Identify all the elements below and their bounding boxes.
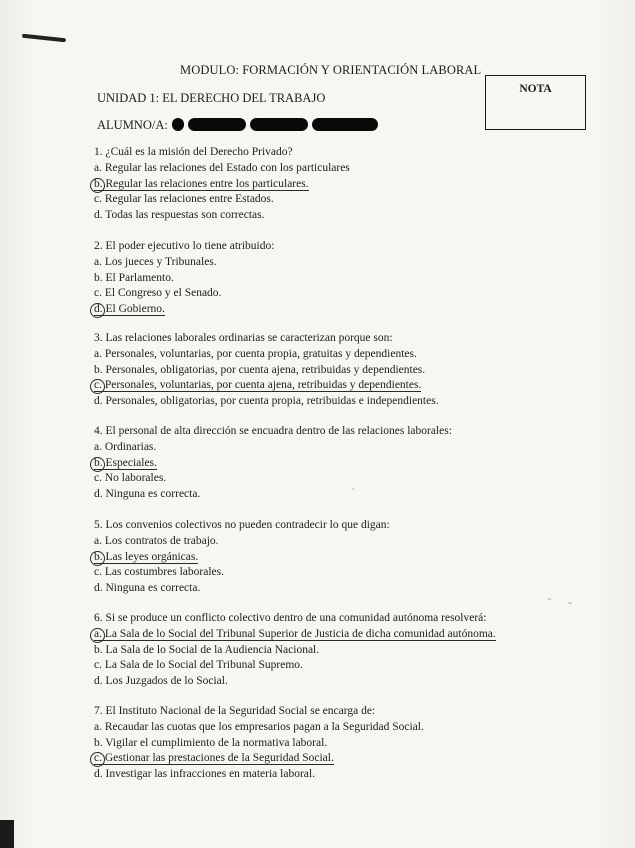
answer-option (94, 255, 534, 271)
circled-answer-mark (90, 752, 105, 767)
answer-option-text: c. Gestionar las prestaciones de la Seguridad Social. (94, 752, 334, 765)
answer-option (94, 550, 534, 566)
question-6 (94, 611, 534, 689)
answer-option (94, 736, 534, 752)
answer-option (94, 271, 534, 287)
answer-option (94, 378, 534, 394)
question-text: 7. El Instituto Nacional de la Seguridad Social se encarga de: (94, 705, 376, 717)
grade-label: NOTA (519, 83, 552, 95)
question-text: 5. Los convenios colectivos no pueden contradecir lo que digan: (94, 519, 390, 531)
answer-option-text: b. El Parlamento. (94, 271, 174, 284)
answer-option (94, 440, 534, 456)
answer-option-text: a. Los jueces y Tribunales. (94, 256, 217, 269)
student-label: ALUMNO/A: (97, 118, 168, 132)
circled-answer-mark (90, 457, 105, 472)
scan-speck (568, 602, 572, 604)
answer-option-text: b. Regular las relaciones entre los particulares. (94, 177, 309, 190)
circled-answer-mark (90, 178, 105, 193)
answer-option (94, 471, 534, 487)
module-title: MODULO: FORMACIÓN Y ORIENTACIÓN LABORAL (180, 63, 482, 77)
answer-option-text: c. Personales, voluntarias, por cuenta ajena, retribuidas y dependientes. (94, 379, 422, 392)
answer-option (94, 208, 534, 224)
question-4 (94, 424, 534, 502)
redacted-student-name (172, 116, 378, 132)
answer-option (94, 720, 534, 736)
answer-option-text: a. Personales, voluntarias, por cuenta propia, gratuitas y dependientes. (94, 348, 417, 361)
answer-option-text: c. Regular las relaciones entre Estados. (94, 193, 274, 206)
scan-speck (352, 488, 354, 490)
answer-option-text: a. La Sala de lo Social del Tribunal Superior de Justicia de dicha comunidad autónoma. (94, 628, 496, 641)
answer-option-text: d. Todas las respuestas son correctas. (94, 208, 265, 221)
answer-option (94, 658, 534, 674)
answer-option (94, 674, 534, 690)
question-text: 3. Las relaciones laborales ordinarias se caracterizan porque son: (94, 332, 393, 344)
answer-option (94, 286, 534, 302)
answer-option (94, 394, 534, 410)
answer-option-text: d. Ninguna es correcta. (94, 487, 201, 500)
question-7 (94, 704, 534, 782)
answer-option (94, 177, 534, 193)
unit-title: UNIDAD 1: EL DERECHO DEL TRABAJO (97, 91, 326, 105)
question-3 (94, 331, 534, 409)
answer-option-text: d. Investigar las infracciones en materia laboral. (94, 767, 315, 780)
answer-option-text: c. La Sala de lo Social del Tribunal Supremo. (94, 659, 303, 672)
answer-option (94, 487, 534, 503)
circled-answer-mark (90, 551, 105, 566)
answer-option (94, 534, 534, 550)
question-text: 2. El poder ejecutivo lo tiene atribuido: (94, 240, 275, 252)
answer-option-text: d. Personales, obligatorias, por cuenta propia, retribuidas e independientes. (94, 394, 439, 407)
answer-option-text: a. Ordinarias. (94, 441, 157, 454)
answer-option-text: b. Vigilar el cumplimiento de la normativa laboral. (94, 736, 328, 749)
answer-option (94, 192, 534, 208)
answer-option (94, 627, 534, 643)
scan-speck (548, 598, 551, 600)
answer-option (94, 456, 534, 472)
question-text: 6. Si se produce un conflicto colectivo dentro de una comunidad autónoma resolverá: (94, 612, 487, 624)
answer-option (94, 565, 534, 581)
answer-option-text: a. Regular las relaciones del Estado con los particulares (94, 162, 350, 175)
question-text: 1. ¿Cuál es la misión del Derecho Privado? (94, 146, 293, 158)
answer-option (94, 767, 534, 783)
circled-answer-mark (90, 628, 105, 643)
circled-answer-mark (90, 303, 105, 318)
answer-option (94, 363, 534, 379)
question-text: 4. El personal de alta dirección se encuadra dentro de las relaciones laborales: (94, 425, 452, 437)
answer-option-text: b. La Sala de lo Social de la Audiencia Nacional. (94, 643, 320, 656)
answer-option-text: b. Personales, obligatorias, por cuenta ajena, retribuidas y dependientes. (94, 363, 426, 376)
answer-option-text: d. El Gobierno. (94, 302, 165, 315)
pen-stroke-mark (22, 34, 66, 43)
answer-option (94, 347, 534, 363)
answer-option-text: c. El Congreso y el Senado. (94, 287, 222, 300)
scan-edge-shadow (0, 820, 14, 848)
grade-box (485, 75, 586, 130)
question-5 (94, 518, 534, 596)
circled-answer-mark (90, 379, 105, 394)
answer-option-text: d. Ninguna es correcta. (94, 581, 201, 594)
answer-option-text: a. Recaudar las cuotas que los empresarios pagan a la Seguridad Social. (94, 721, 424, 734)
question-1 (94, 145, 534, 223)
answer-option (94, 581, 534, 597)
answer-option-text: c. No laborales. (94, 472, 167, 485)
answer-option (94, 751, 534, 767)
answer-option-text: a. Los contratos de trabajo. (94, 535, 219, 548)
question-2 (94, 239, 534, 317)
answer-option (94, 643, 534, 659)
answer-option (94, 161, 534, 177)
answer-option-text: d. Los Juzgados de lo Social. (94, 674, 228, 687)
answer-option (94, 302, 534, 318)
answer-option-text: b. Las leyes orgánicas. (94, 550, 199, 563)
answer-option-text: c. Las costumbres laborales. (94, 566, 224, 579)
answer-option-text: b. Especiales. (94, 456, 157, 469)
